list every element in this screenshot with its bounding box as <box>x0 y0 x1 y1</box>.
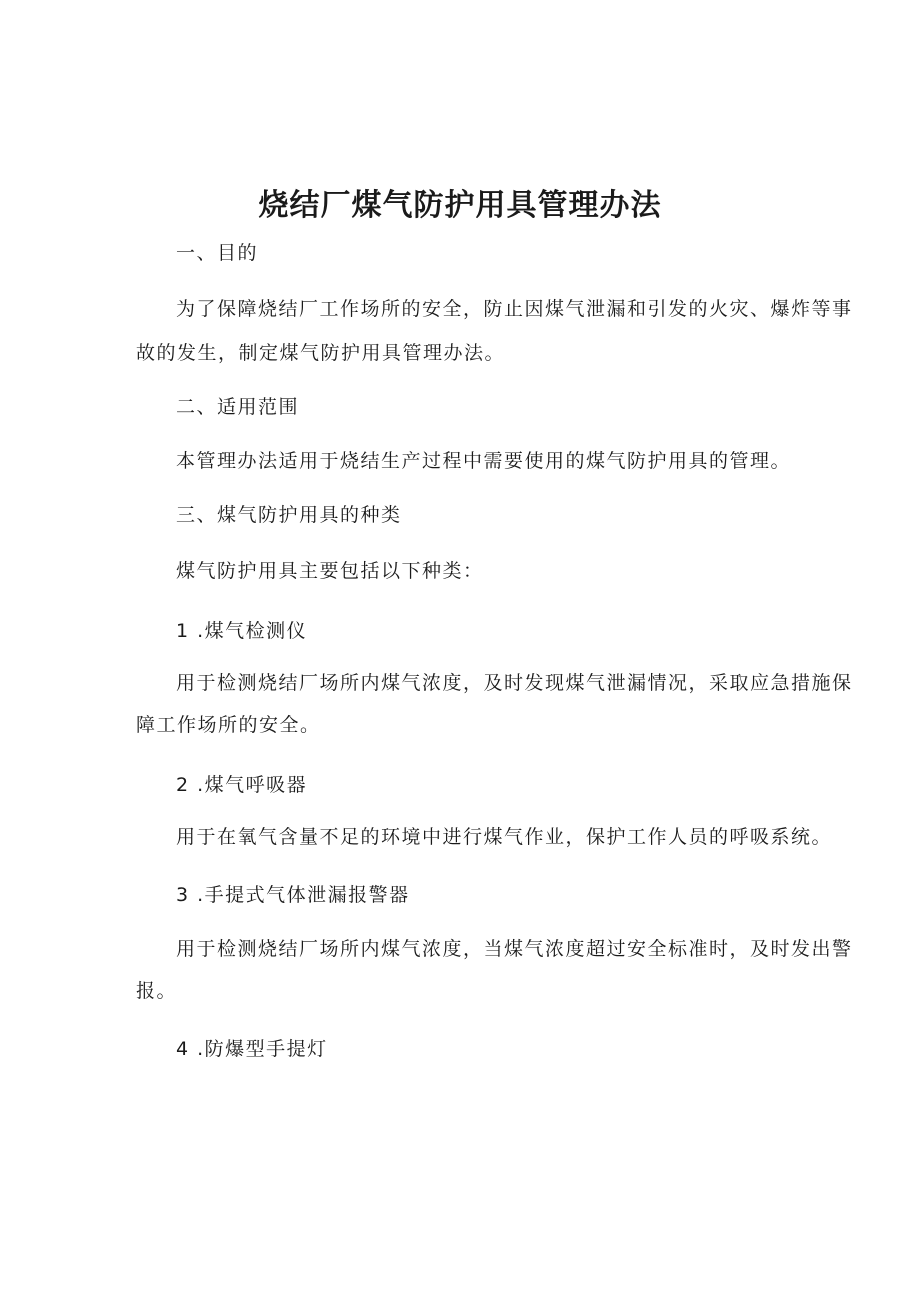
item-heading-gas-detector: 1 .煤气检测仪 <box>176 620 308 642</box>
purpose-paragraph-line-1: 为了保障烧结厂工作场所的安全，防止因煤气泄漏和引发的火灾、爆炸等事 <box>176 298 853 320</box>
types-intro: 煤气防护用具主要包括以下种类： <box>176 560 484 582</box>
section-heading-types: 三、煤气防护用具的种类 <box>176 504 402 526</box>
item-heading-gas-respirator: 2 .煤气呼吸器 <box>176 774 308 796</box>
item-heading-explosion-proof-lamp: 4 .防爆型手提灯 <box>176 1038 328 1060</box>
section-heading-scope: 二、适用范围 <box>176 396 300 418</box>
item-desc-gas-detector-line-1: 用于检测烧结厂场所内煤气浓度，及时发现煤气泄漏情况，采取应急措施保 <box>176 672 853 694</box>
item-desc-portable-alarm-line-2: 报。 <box>136 980 178 1002</box>
item-heading-portable-alarm: 3 .手提式气体泄漏报警器 <box>176 884 410 906</box>
scope-paragraph: 本管理办法适用于烧结生产过程中需要使用的煤气防护用具的管理。 <box>176 450 792 472</box>
item-desc-gas-respirator: 用于在氧气含量不足的环境中进行煤气作业，保护工作人员的呼吸系统。 <box>176 826 833 848</box>
section-heading-purpose: 一、目的 <box>176 242 259 264</box>
purpose-paragraph-line-2: 故的发生，制定煤气防护用具管理办法。 <box>136 342 506 364</box>
item-desc-gas-detector-line-2: 障工作场所的安全。 <box>136 714 321 736</box>
document-title: 烧结厂煤气防护用具管理办法 <box>258 188 662 223</box>
item-desc-portable-alarm-line-1: 用于检测烧结厂场所内煤气浓度，当煤气浓度超过安全标准时，及时发出警 <box>176 938 853 960</box>
